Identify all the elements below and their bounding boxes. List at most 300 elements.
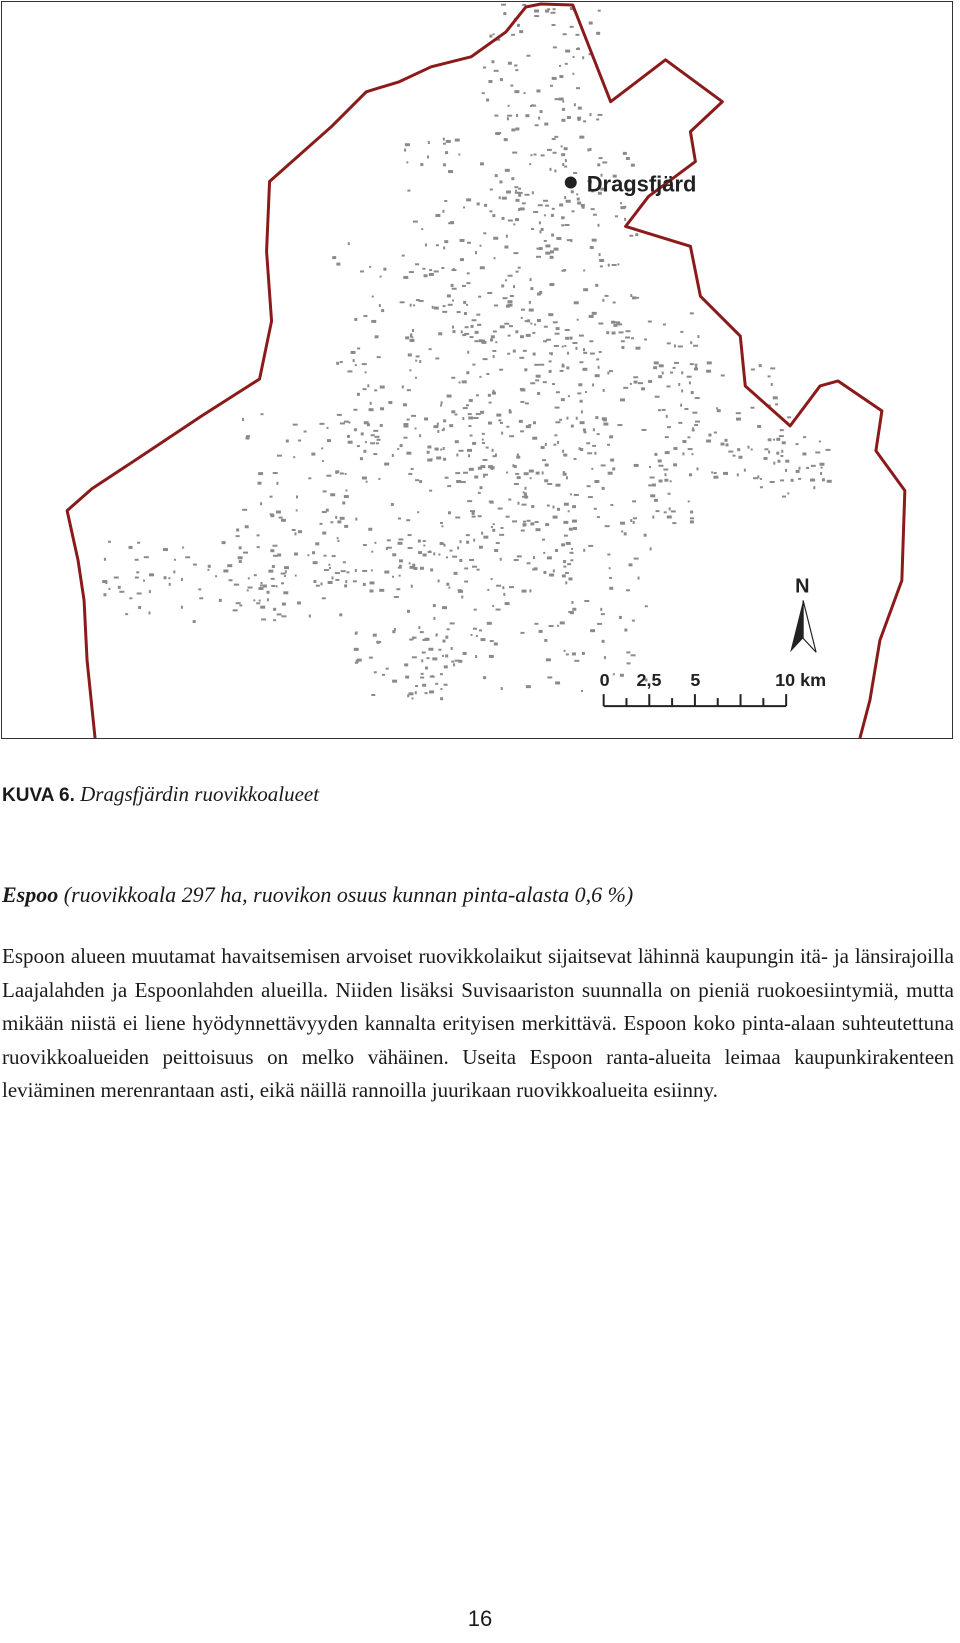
reed-patch: [502, 586, 504, 589]
figure-number: KUVA 6.: [2, 785, 75, 806]
reed-patch: [568, 510, 570, 512]
reed-patch: [446, 556, 448, 558]
reed-patch: [273, 619, 276, 621]
reed-patch: [422, 684, 426, 687]
reed-patch: [422, 639, 427, 641]
reed-patch: [674, 344, 676, 347]
reed-patch: [473, 539, 475, 542]
reed-patch: [617, 323, 622, 325]
reed-patch: [583, 428, 586, 431]
reed-patch: [820, 472, 822, 475]
reed-patch: [721, 443, 725, 446]
reed-patch: [544, 123, 548, 126]
reed-patch: [545, 523, 549, 526]
reed-patch: [515, 218, 519, 221]
reed-patch: [534, 623, 538, 625]
reed-patch: [435, 448, 439, 451]
reed-patch: [435, 214, 440, 217]
reed-patch: [322, 511, 327, 513]
reed-patch: [782, 441, 786, 444]
reed-patch: [550, 256, 554, 259]
reed-patch: [423, 554, 425, 556]
reed-patch: [549, 370, 552, 373]
reed-patch: [554, 169, 556, 172]
reed-patch: [411, 336, 413, 338]
reed-patch: [691, 391, 694, 394]
reed-patch: [529, 301, 531, 304]
reed-patch: [518, 192, 523, 194]
reed-patch: [509, 586, 514, 588]
reed-patch: [409, 271, 414, 273]
reed-patch: [551, 352, 553, 355]
reed-patch: [267, 598, 269, 601]
reed-patch: [529, 309, 534, 312]
reed-patch: [689, 473, 692, 476]
scale-label-10-km: 10 km: [775, 670, 827, 691]
reed-patch: [229, 579, 233, 581]
reed-patch: [345, 580, 347, 583]
reed-patch: [799, 467, 801, 470]
reed-patch: [102, 580, 107, 583]
reed-patch: [308, 477, 311, 479]
reed-patch: [519, 420, 523, 423]
reed-patch: [602, 161, 607, 163]
reed-patch: [261, 618, 266, 620]
reed-patch: [281, 615, 286, 617]
reed-patch: [427, 155, 429, 158]
reed-patch: [587, 485, 591, 487]
reed-patch: [494, 642, 498, 645]
reed-patch: [506, 426, 509, 428]
reed-patch: [791, 479, 794, 482]
reed-patch: [825, 449, 830, 451]
reed-patch: [440, 697, 443, 700]
reed-patch: [565, 581, 567, 584]
reed-patch: [566, 417, 568, 420]
reed-patch: [468, 416, 473, 419]
reed-patch: [399, 559, 403, 562]
reed-patch: [557, 441, 559, 444]
reed-patch: [417, 511, 419, 513]
reed-patch: [449, 424, 453, 427]
reed-patch: [464, 567, 468, 569]
reed-patch: [436, 456, 441, 459]
reed-patch: [335, 471, 337, 474]
reed-patch: [665, 451, 670, 454]
reed-patch: [815, 451, 820, 453]
reed-patch: [380, 424, 383, 427]
reed-patch: [553, 321, 558, 323]
reed-patch: [602, 640, 605, 643]
reed-patch: [384, 571, 389, 574]
reed-patch: [108, 588, 110, 590]
reed-patch: [420, 631, 424, 633]
reed-patch: [365, 371, 367, 373]
reed-patch: [399, 565, 402, 567]
reed-patch: [524, 487, 526, 490]
reed-patch: [424, 417, 428, 420]
reed-patch: [419, 480, 422, 483]
reed-patch: [193, 620, 196, 623]
reed-patch: [538, 117, 540, 120]
reed-patch: [566, 200, 571, 203]
reed-patch: [411, 468, 414, 470]
reed-patch: [554, 248, 559, 251]
reed-patch: [347, 370, 352, 372]
reed-patch: [377, 641, 380, 644]
reed-patch: [503, 297, 508, 299]
reed-patch: [543, 552, 545, 554]
reed-patch: [257, 482, 261, 485]
reed-patch: [518, 194, 521, 197]
reed-patch: [242, 418, 244, 421]
reed-patch: [581, 690, 583, 692]
reed-patch: [535, 521, 539, 523]
reed-patch: [391, 503, 394, 506]
reed-patch: [462, 417, 464, 420]
reed-patch: [572, 608, 576, 611]
reed-patch: [551, 12, 556, 14]
reed-patch: [427, 657, 430, 659]
reed-patch: [483, 475, 485, 478]
reed-patch: [507, 117, 509, 120]
reed-patch: [738, 456, 742, 459]
reed-patch: [714, 432, 717, 434]
reed-patch: [574, 660, 579, 662]
reed-patch: [543, 381, 547, 383]
reed-patch: [396, 588, 400, 590]
reed-patch: [377, 439, 381, 441]
reed-patch: [490, 640, 494, 642]
reed-patch: [529, 589, 531, 592]
reed-patch: [466, 404, 469, 406]
map-figure: [1, 1, 953, 739]
reed-patch: [564, 503, 569, 506]
reed-patch: [412, 636, 414, 639]
reed-patch: [415, 377, 417, 379]
reed-patch: [564, 147, 568, 150]
reed-patch: [584, 600, 589, 602]
reed-patch: [464, 581, 468, 583]
reed-patch: [451, 647, 453, 650]
reed-patch: [582, 207, 585, 209]
reed-patch: [163, 548, 168, 551]
reed-patch: [597, 224, 599, 227]
reed-patch: [776, 452, 779, 455]
reed-patch: [442, 640, 445, 643]
reed-patch: [690, 312, 694, 314]
reed-patch: [440, 542, 444, 545]
reed-patch: [474, 476, 478, 479]
reed-patch: [565, 337, 569, 340]
reed-patch: [678, 383, 680, 386]
reed-patch: [418, 626, 420, 629]
reed-patch: [434, 270, 439, 272]
reed-patch: [500, 558, 502, 561]
reed-patch: [193, 564, 197, 566]
reed-patch: [609, 587, 613, 590]
reed-patch: [380, 386, 385, 389]
reed-patch: [567, 116, 571, 119]
reed-patch: [440, 405, 442, 407]
reed-patch: [281, 519, 286, 522]
reed-patch: [539, 364, 544, 366]
reed-patch: [386, 547, 388, 550]
reed-patch: [480, 266, 485, 269]
reed-patch: [371, 320, 376, 323]
reed-patch: [692, 412, 697, 414]
reed-patch: [555, 333, 560, 335]
reed-patch: [694, 424, 698, 426]
reed-patch: [555, 681, 560, 684]
reed-patch: [564, 166, 567, 168]
reed-patch: [552, 77, 557, 80]
reed-patch: [555, 421, 560, 423]
reed-patch: [515, 190, 517, 192]
reed-patch: [566, 476, 568, 479]
reed-patch: [599, 259, 604, 262]
reed-patch: [555, 549, 558, 552]
reed-patch: [610, 504, 613, 506]
reed-patch: [199, 597, 203, 599]
reed-patch: [463, 407, 468, 409]
reed-patch: [574, 494, 579, 496]
reed-patch: [530, 278, 532, 281]
reed-patch: [309, 615, 311, 618]
reed-patch: [429, 550, 431, 552]
reed-patch: [448, 587, 450, 589]
reed-patch: [580, 400, 583, 403]
reed-patch: [491, 60, 494, 63]
reed-patch: [670, 480, 672, 482]
reed-patch: [478, 492, 481, 494]
reed-patch: [484, 204, 487, 207]
reed-patch: [452, 330, 455, 333]
reed-patch: [282, 603, 286, 606]
reed-patch: [603, 418, 607, 421]
reed-patch: [527, 562, 531, 564]
reed-patch: [687, 436, 690, 438]
reed-patch: [534, 364, 539, 366]
reed-patch: [466, 534, 470, 536]
reed-patch: [544, 214, 546, 216]
reed-patch: [474, 417, 479, 419]
reed-patch: [270, 496, 273, 498]
reed-patch: [502, 217, 505, 220]
reed-patch: [520, 207, 525, 210]
reed-patch: [547, 676, 552, 678]
reed-patch: [737, 448, 740, 451]
reed-patch: [695, 364, 698, 366]
reed-patch: [298, 440, 301, 442]
reed-patch: [819, 463, 824, 466]
reed-patch: [601, 613, 605, 615]
reed-patch: [531, 505, 534, 508]
reed-patch: [466, 282, 470, 284]
reed-patch: [373, 634, 377, 637]
reed-patch: [691, 453, 693, 455]
reed-patch: [148, 611, 150, 614]
reed-patch: [819, 441, 821, 443]
reed-patch: [587, 452, 592, 454]
reed-patch: [374, 542, 376, 544]
reed-patch: [667, 516, 672, 519]
reed-patch: [271, 585, 275, 587]
reed-patch: [553, 8, 556, 10]
reed-patch: [552, 506, 554, 509]
reed-patch: [549, 360, 552, 362]
reed-patch: [307, 554, 309, 556]
reed-patch: [635, 347, 640, 350]
reed-patch: [503, 593, 505, 596]
reed-patch: [681, 371, 683, 374]
reed-patch: [340, 517, 345, 520]
reed-patch: [553, 152, 557, 154]
reed-patch: [354, 648, 359, 651]
reed-patch: [536, 89, 540, 92]
reed-patch: [559, 65, 561, 67]
reed-patch: [421, 659, 423, 662]
reed-patch: [492, 214, 495, 217]
reed-patch: [419, 360, 421, 363]
reed-patch: [563, 473, 567, 476]
reed-patch: [433, 552, 435, 555]
reed-patch: [456, 480, 461, 483]
reed-patch: [283, 591, 288, 594]
reed-patch: [260, 413, 263, 415]
reed-patch: [777, 460, 780, 463]
reed-patch: [530, 287, 533, 290]
reed-patch: [697, 335, 699, 338]
reed-patch: [452, 556, 457, 558]
reed-patch: [573, 172, 577, 174]
reed-patch: [273, 555, 278, 557]
reed-patch: [570, 26, 574, 28]
reed-patch: [589, 148, 591, 151]
reed-patch: [407, 610, 410, 613]
reed-patch: [143, 580, 145, 582]
reed-patch: [398, 517, 401, 519]
reed-patch: [363, 450, 366, 453]
reed-patch: [528, 424, 531, 426]
reed-patch: [597, 516, 600, 518]
reed-patch: [437, 423, 439, 426]
reed-patch: [458, 660, 462, 663]
reed-patch: [613, 301, 616, 303]
reed-patch: [565, 50, 570, 53]
reed-patch: [433, 617, 435, 620]
reed-patch: [394, 596, 399, 598]
reed-patch: [455, 472, 460, 474]
reed-patch: [565, 572, 569, 574]
reed-patch: [375, 335, 379, 338]
reed-patch: [525, 114, 529, 117]
reed-patch: [173, 570, 175, 573]
reed-patch: [630, 294, 632, 297]
reed-patch: [562, 364, 564, 366]
reed-patch: [564, 650, 566, 652]
reed-patch: [182, 547, 184, 549]
reed-patch: [562, 108, 565, 111]
reed-patch: [253, 599, 255, 601]
reed-patch: [509, 409, 511, 412]
reed-patch: [483, 358, 488, 360]
reed-patch: [577, 118, 580, 121]
reed-patch: [371, 434, 375, 436]
reed-patch: [493, 33, 495, 35]
reed-patch: [260, 502, 262, 505]
reed-patch: [667, 342, 671, 344]
reed-patch: [448, 304, 453, 306]
reed-patch: [510, 85, 513, 87]
reed-patch: [374, 436, 379, 438]
reed-patch: [659, 364, 664, 367]
reed-patch: [488, 394, 491, 397]
reed-patch: [447, 294, 451, 297]
reed-patch: [503, 12, 506, 15]
reed-patch: [592, 239, 597, 242]
reed-patch: [673, 367, 676, 369]
reed-patch: [650, 494, 655, 497]
reed-patch: [633, 517, 637, 519]
reed-patch: [460, 540, 462, 543]
reed-patch: [570, 337, 573, 340]
reed-patch: [631, 164, 635, 167]
reed-patch: [409, 562, 411, 564]
reed-patch: [567, 352, 569, 355]
reed-patch: [322, 460, 324, 462]
reed-patch: [496, 585, 501, 587]
reed-patch: [695, 421, 700, 423]
reed-patch: [239, 560, 242, 563]
reed-patch: [432, 306, 434, 309]
reed-patch: [276, 482, 278, 485]
reed-patch: [530, 477, 532, 479]
reed-patch: [509, 435, 514, 437]
reed-patch: [104, 558, 106, 561]
reed-patch: [267, 591, 270, 594]
reed-patch: [630, 383, 632, 385]
reed-patch: [450, 221, 454, 224]
reed-patch: [415, 427, 417, 429]
reed-patch: [466, 304, 468, 306]
reed-patch: [713, 476, 718, 479]
reed-patch: [207, 569, 209, 571]
reed-patch: [504, 246, 508, 249]
reed-patch: [248, 577, 250, 579]
reed-patch: [277, 613, 282, 615]
reed-patch: [725, 439, 728, 442]
reed-patch: [780, 429, 784, 431]
reed-patch: [345, 489, 347, 491]
reed-patch: [478, 296, 481, 298]
reed-patch: [518, 188, 521, 190]
reed-patch: [593, 428, 595, 431]
reed-patch: [579, 136, 584, 139]
reed-patch: [501, 527, 504, 529]
reed-patch: [624, 532, 627, 535]
reed-patch: [562, 346, 564, 348]
reed-patch: [408, 547, 413, 549]
reed-patch: [533, 556, 535, 559]
reed-patch: [652, 483, 656, 486]
reed-patch: [495, 341, 497, 343]
reed-patch: [260, 584, 263, 586]
reed-patch: [779, 435, 784, 437]
reed-patch: [403, 423, 408, 426]
reed-patch: [517, 555, 522, 557]
reed-patch: [560, 370, 564, 372]
